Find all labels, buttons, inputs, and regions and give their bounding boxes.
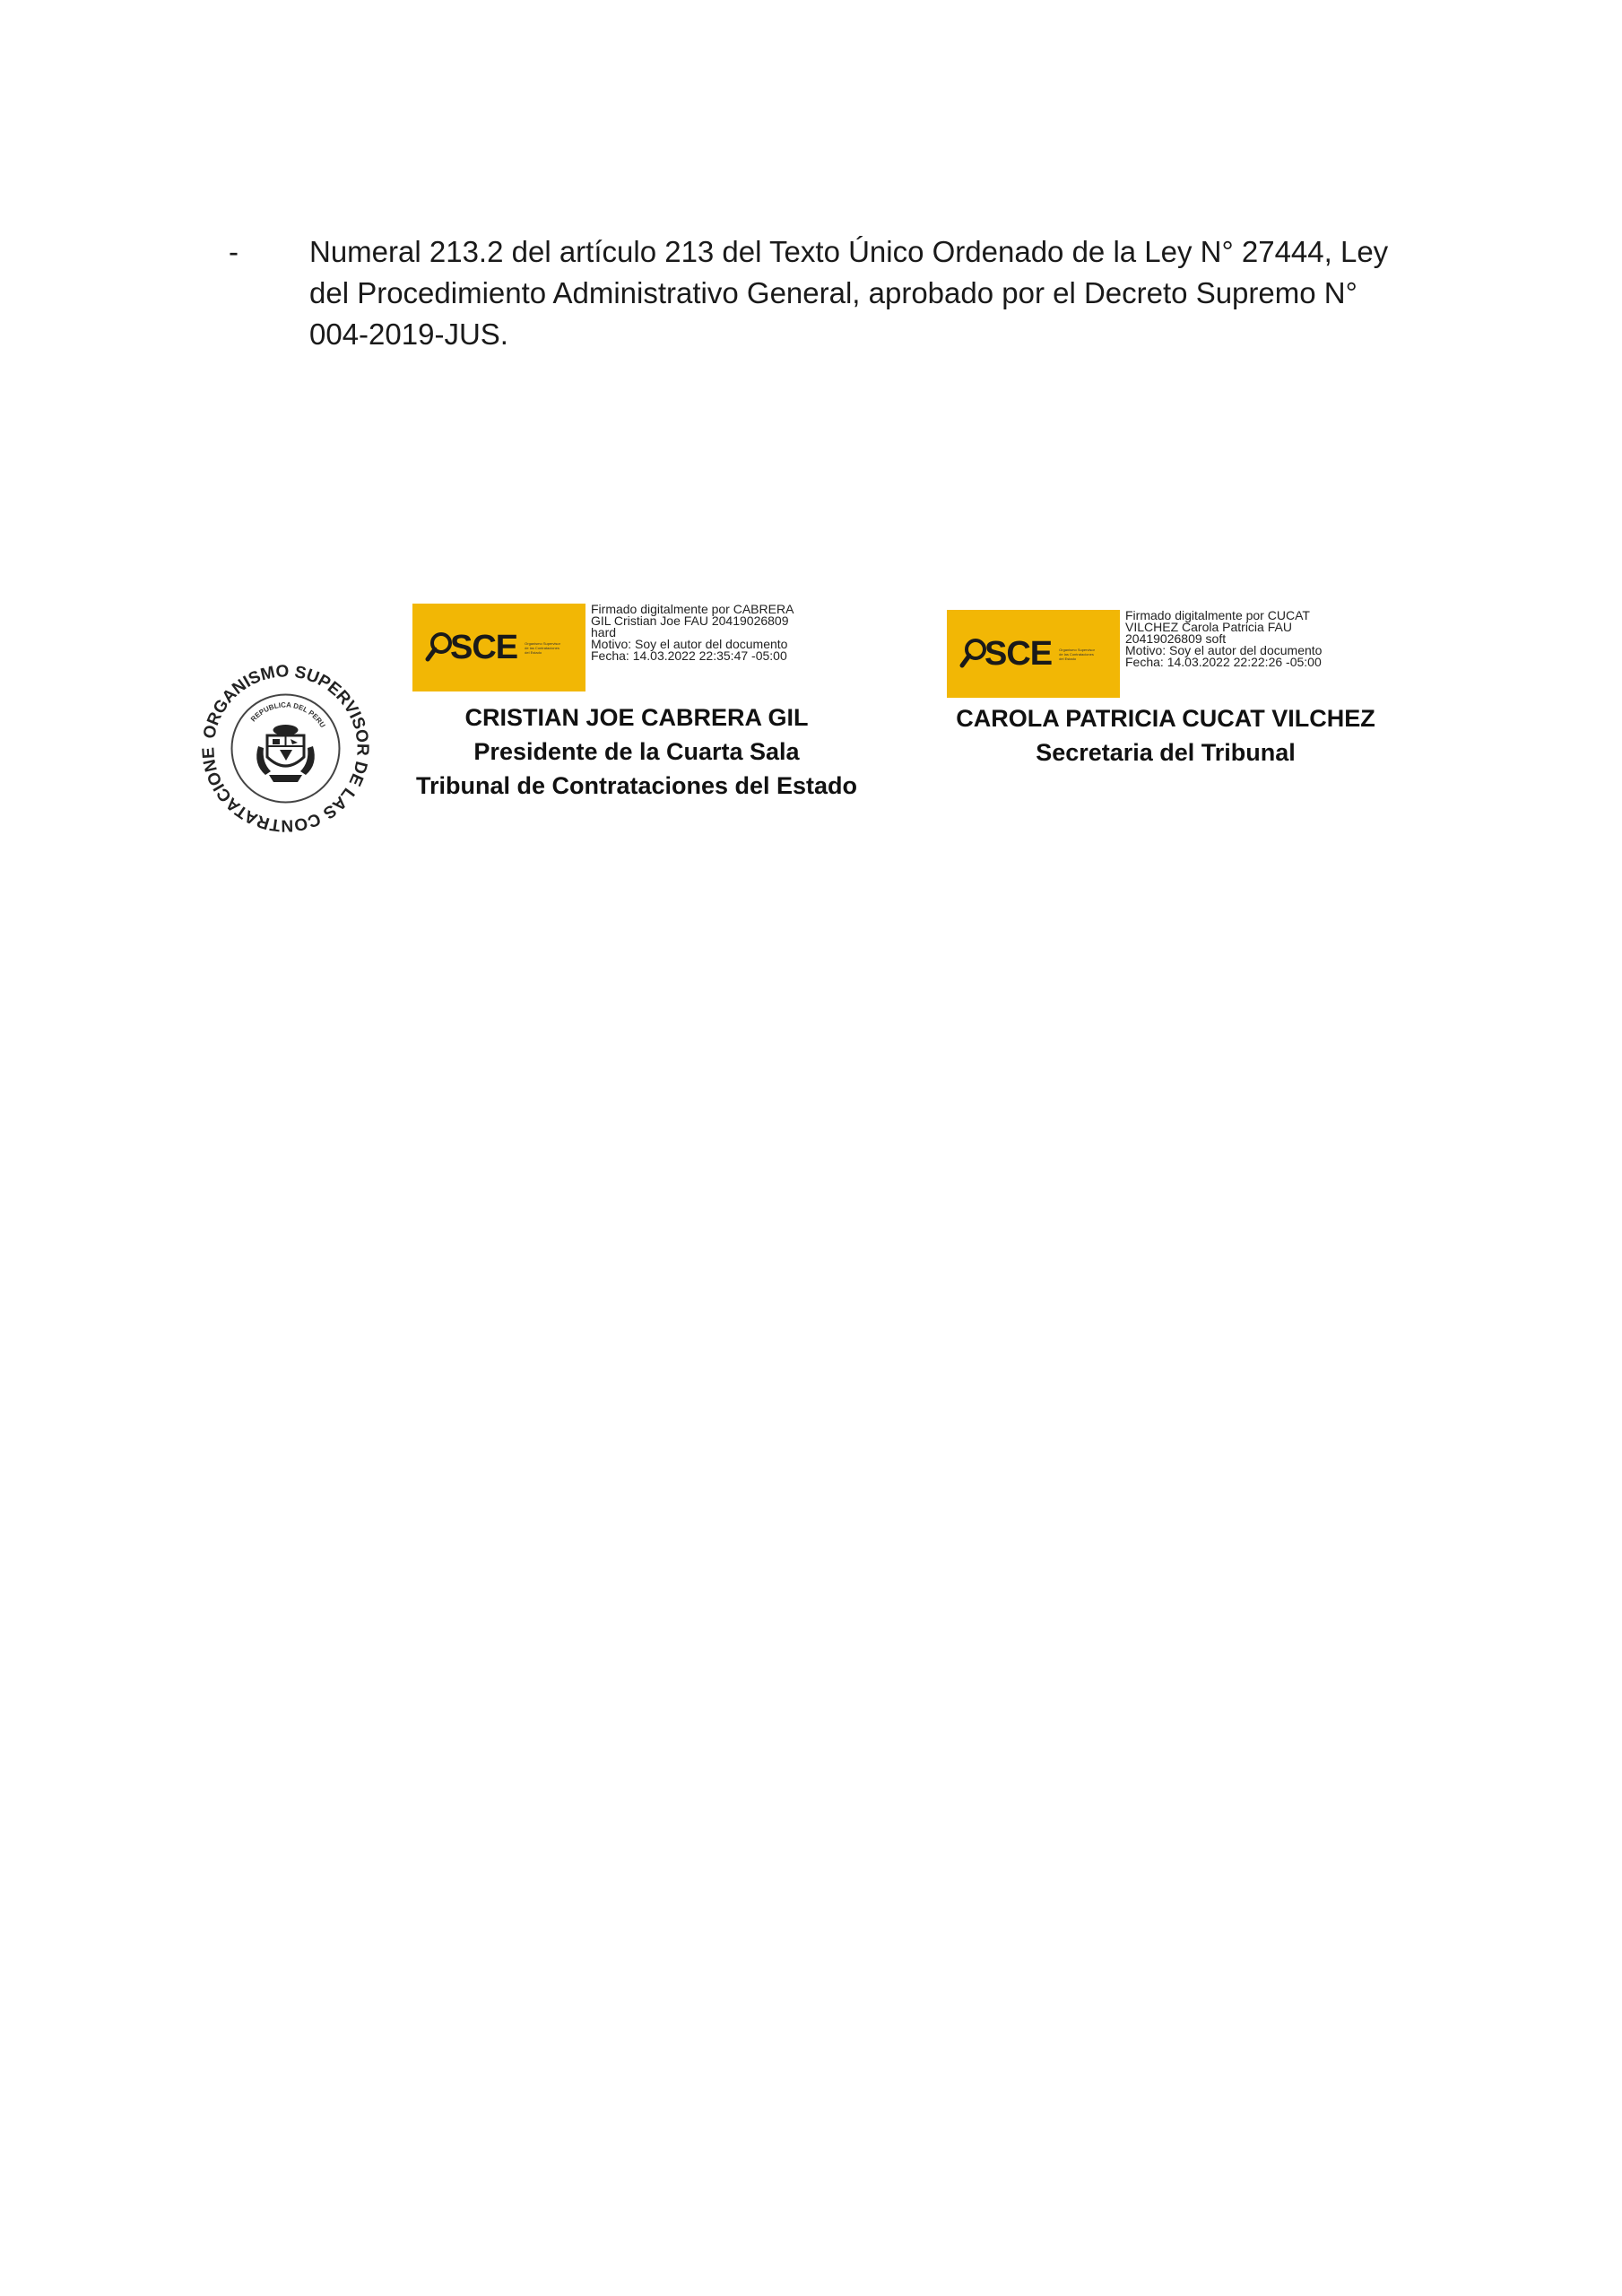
stamp-line: Motivo: Soy el autor del documento xyxy=(1125,643,1323,657)
osce-logo xyxy=(412,604,585,691)
stamp-line: Firmado digitalmente por CUCAT xyxy=(1125,608,1310,622)
digital-signature-stamp xyxy=(591,604,794,662)
signer-name: CRISTIAN JOE CABRERA GIL xyxy=(464,704,809,731)
magnifier-icon xyxy=(959,638,986,670)
list-bullet: - xyxy=(229,235,239,268)
osce-logo xyxy=(947,610,1120,698)
signature-block-cucat xyxy=(932,610,1399,770)
stamp-line: hard xyxy=(591,625,617,639)
paragraph-text: Numeral 213.2 del artículo 213 del Texto Único Ordenado de la Ley N° 27444, Ley del Procedimiento Administrativo General, aprobado por el Decreto Supremo N° 004-2019-JUS. xyxy=(309,235,1389,351)
stamp-line: Motivo: Soy el autor del documento xyxy=(591,637,788,651)
signer-name: CAROLA PATRICIA CUCAT VILCHEZ xyxy=(956,705,1375,732)
seal-inner-text: REPUBLICA DEL PERU xyxy=(248,700,327,729)
stamp-line: Fecha: 14.03.2022 22:35:47 -05:00 xyxy=(591,648,787,663)
digital-signature-stamp xyxy=(1125,610,1322,668)
signature-block-cabrera xyxy=(412,602,858,803)
osce-fine-print: Organismo Supervisor de las Contrataciones del Estado xyxy=(1059,647,1095,661)
seal-outer-text: ORGANISMO SUPERVISOR DE LAS CONTRATACIONE xyxy=(199,662,372,835)
list-item xyxy=(229,231,1412,355)
signer-title: Presidente de la Cuarta Sala xyxy=(473,738,800,765)
osce-logo-text: SCE xyxy=(450,628,518,666)
stamp-line: Firmado digitalmente por CABRERA xyxy=(591,602,794,616)
signer-details xyxy=(932,701,1399,770)
official-seal xyxy=(194,657,377,840)
osce-logo-text: SCE xyxy=(984,634,1053,673)
stamp-line: Fecha: 14.03.2022 22:22:26 -05:00 xyxy=(1125,655,1322,669)
stamp-line: VILCHEZ Carola Patricia FAU xyxy=(1125,620,1292,634)
osce-fine-print: Organismo Supervisor de las Contrataciones del Estado xyxy=(525,640,560,655)
stamp-line: 20419026809 soft xyxy=(1125,631,1227,646)
signer-title: Tribunal de Contrataciones del Estado xyxy=(415,772,858,799)
magnifier-icon xyxy=(425,631,452,664)
signer-details xyxy=(386,700,888,803)
document-body xyxy=(229,231,1412,355)
stamp-line: GIL Cristian Joe FAU 20419026809 xyxy=(591,613,789,628)
signer-title: Secretaria del Tribunal xyxy=(1036,739,1296,766)
